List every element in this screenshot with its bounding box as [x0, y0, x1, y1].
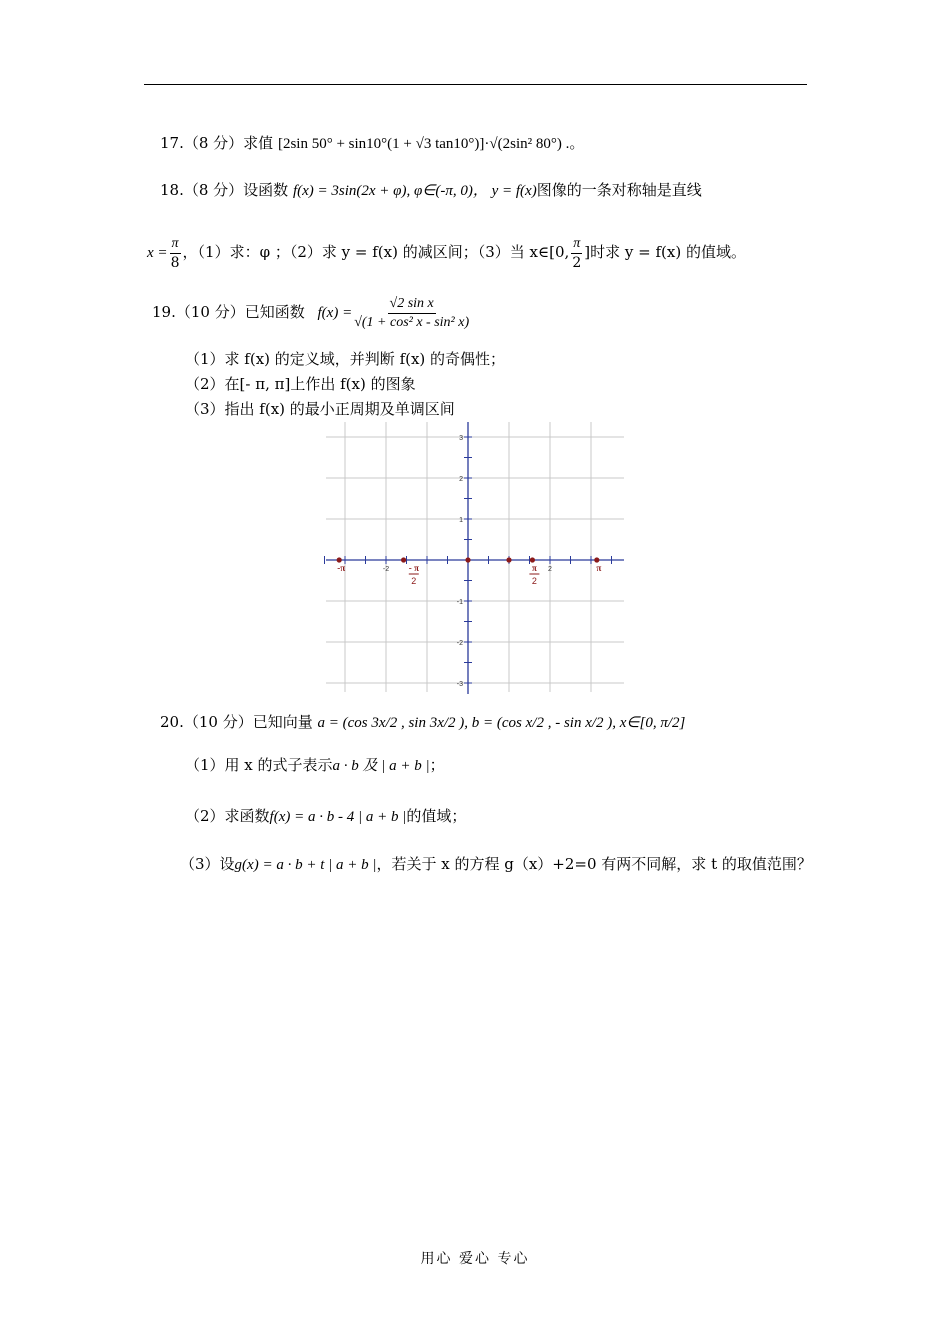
q20-score: （10 分）已知向量 — [183, 713, 313, 731]
point-marker — [337, 557, 342, 562]
grid-lines — [326, 422, 624, 692]
x-tick-label: 2 — [548, 566, 552, 573]
y-tick-label: -3 — [456, 681, 463, 688]
point-marker — [530, 557, 535, 562]
point-marker — [401, 557, 406, 562]
label-half-pi-den: 2 — [531, 576, 537, 586]
q18-interval-fraction — [571, 235, 582, 272]
question-18-line2 — [147, 232, 746, 273]
q18-axis-num: π — [170, 235, 181, 254]
q20-item1-expr: a · b 及 | a + b | — [332, 758, 430, 774]
q18-score: （8 分）设函数 — [183, 181, 289, 199]
q20-item1-end: ； — [429, 756, 445, 774]
coordinate-grid — [322, 420, 628, 700]
q18-axis-lhs: x = — [147, 245, 168, 261]
q18-mid: ， y = f(x) — [472, 183, 537, 199]
q20-item1-prefix: （1）用 x 的式子表示 — [185, 756, 333, 774]
page-footer: 用心 爱心 专心 — [420, 1251, 530, 1267]
q20-item2-prefix: （2）求函数 — [185, 807, 270, 825]
q20-item-1 — [185, 755, 445, 776]
q20-item2-expr: f(x) = a · b - 4 | a + b | — [269, 809, 407, 825]
y-tick-label: -1 — [456, 599, 463, 606]
q19-score: （10 分）已知函数 — [175, 303, 305, 321]
q20-number: 20. — [160, 713, 184, 731]
point-marker — [465, 557, 470, 562]
q17-score: （8 分）求值 — [183, 134, 274, 152]
q20-item-2 — [185, 806, 466, 827]
q18-part1: ，（1）求：φ ；（2）求 y = f(x) 的减区间；（3）当 x∈[0, — [182, 243, 570, 261]
label-minus-pi: -π — [337, 563, 346, 573]
q19-number: 19. — [152, 303, 176, 321]
q17-number: 17. — [160, 134, 184, 152]
axes — [325, 422, 625, 694]
q20-item3-prefix: （3）设 — [180, 855, 235, 873]
label-minus-half-pi-den: 2 — [411, 576, 417, 586]
q18-axis-den: 8 — [170, 254, 180, 271]
y-tick-label: 3 — [459, 435, 463, 442]
q20-item2-end: 的值域； — [406, 807, 467, 825]
y-tick-label: -2 — [456, 640, 463, 647]
q20-vectors: a = (cos 3x/2 , sin 3x/2 ), b = (cos x/2 , - sin x/2 ), x∈[0, π/2] — [317, 715, 686, 731]
q19-lhs: f(x) = — [317, 305, 353, 321]
question-17 — [160, 133, 584, 154]
q17-end: 。 — [569, 134, 585, 152]
q18-part2: ]时求 y = f(x) 的值域。 — [584, 243, 746, 261]
question-20 — [160, 702, 685, 743]
question-18 — [160, 180, 702, 201]
q20-item3-expr: g(x) = a · b + t | a + b | — [234, 857, 377, 873]
q18-p-num: π — [571, 235, 582, 254]
q19-item-1: （1）求 f(x) 的定义域，并判断 f(x) 的奇偶性； — [185, 350, 506, 368]
label-half-pi-num: π — [531, 563, 537, 573]
label-minus-half-pi-num: - π — [408, 563, 419, 573]
q19-item-2: （2）在[- π, π]上作出 f(x) 的图象 — [185, 375, 416, 393]
q19-denominator: √(1 + cos² x - sin² x) — [354, 314, 470, 330]
y-tick-label: 2 — [459, 476, 463, 483]
point-marker — [506, 557, 511, 562]
q18-function: f(x) = 3sin(2x + φ), φ∈(-π, 0) — [292, 183, 473, 199]
q18-axis-fraction — [170, 235, 181, 272]
x-tick-label: -2 — [382, 566, 390, 573]
q17-expression: [2sin 50° + sin10°(1 + √3 tan10°)]·√(2sin² 80°) . — [277, 136, 570, 152]
label-pi: π — [596, 563, 602, 573]
q19-numerator: √2 sin x — [388, 295, 436, 314]
q18-tail: 图像的一条对称轴是直线 — [536, 181, 702, 199]
y-tick-label: 1 — [459, 517, 463, 524]
point-marker — [594, 557, 599, 562]
q18-number: 18. — [160, 181, 184, 199]
question-19 — [152, 290, 471, 335]
q19-item-3: （3）指出 f(x) 的最小正周期及单调区间 — [185, 400, 455, 418]
q18-p-den: 2 — [572, 254, 582, 271]
q20-item3-end: ，若关于 x 的方程 g（x）+2=0 有两不同解，求 t 的取值范围？ — [376, 855, 812, 873]
q20-item-3 — [180, 854, 812, 875]
pi-markers — [337, 557, 602, 586]
q19-fraction — [354, 295, 469, 332]
header-rule — [144, 84, 807, 85]
